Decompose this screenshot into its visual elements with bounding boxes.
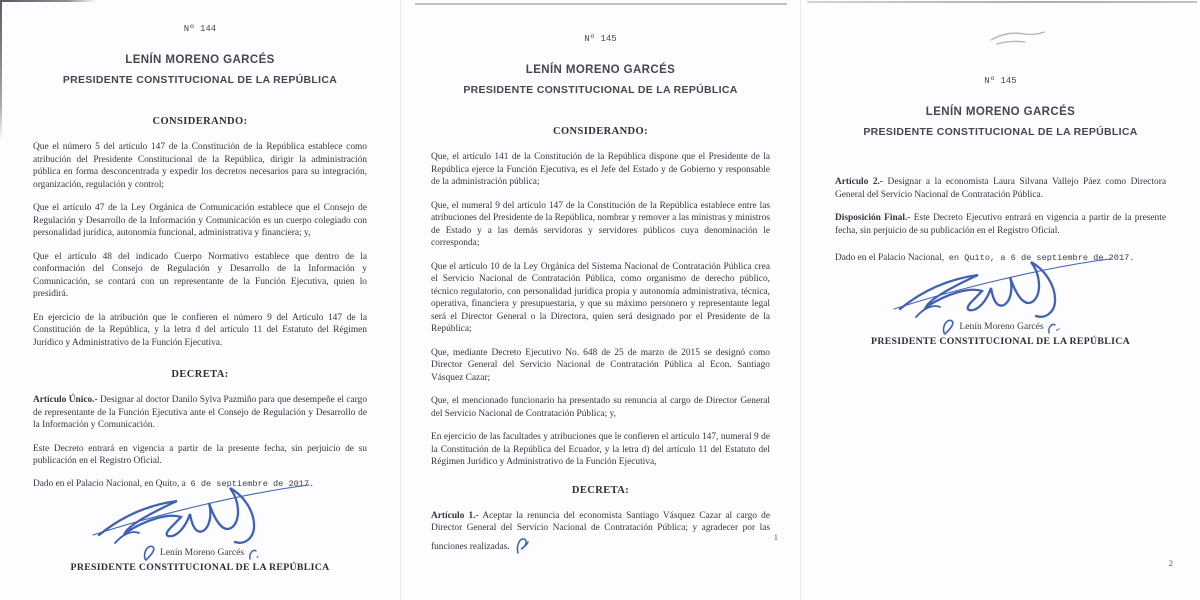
vigencia-paragraph: Este Decreto entrará en vigencia a partir de la presente fecha, sin perjuicio de su publicación en el Registro Oficial.: [33, 443, 367, 466]
signature-icon: [85, 477, 315, 551]
president-title-heading: PRESIDENTE CONSTITUCIONAL DE LA REPÚBLICA: [463, 84, 738, 96]
signature-flick-icon: [941, 317, 957, 335]
dateline-date: en Quito, a 6 de septiembre de 2017.: [948, 253, 1135, 263]
decree-page-144: [0, 0, 400, 600]
decree-number: Nº 145: [584, 34, 617, 44]
president-title-heading: PRESIDENTE CONSTITUCIONAL DE LA REPÚBLICA: [62, 74, 338, 86]
considerando-paragraph: Que, mediante Decreto Ejecutivo No. 648 de 25 de marzo de 2015 se designó como Director General del Servicio Nacional de Contratación Pública al Econ. Santiago Vásquez Cazar;: [431, 347, 770, 383]
articulo-2-lead: Artículo 2.-: [835, 177, 884, 187]
articulo-2-text: Designar a la economista Laura Silvana Vallejo Páez como Directora General del Servicio Nacional de Contratación Pública.: [835, 177, 1167, 200]
signature-flick-icon: [142, 543, 158, 561]
signer-name: Lenín Moreno Garcés: [159, 546, 245, 558]
dateline-place: Dado en el Palacio Nacional, en Quito, a: [33, 478, 186, 489]
page-number: 2: [1168, 558, 1173, 568]
considerando-paragraph: Que el artículo 48 del indicado Cuerpo Normativo establece que dentro de la conformación del Consejo de Regulación y Desarrollo de la Información y Comunicación, se contará con un representante de la Función Ejecutiva, quien lo presidirá.: [33, 251, 367, 299]
signer-name: Lenín Moreno Garcés: [959, 321, 1044, 332]
initials-mark-icon: [514, 535, 530, 555]
articulo-1-text: Aceptar la renuncia del economista Santiago Vásquez Cazar al cargo de Director General del Servicio Nacional de Contratación Pública; y agradecer por las funciones realizadas.: [431, 510, 770, 552]
signature-block: [835, 251, 1166, 347]
considerando-paragraph: Que el artículo 10 de la Ley Orgánica del Sistema Nacional de Contratación Pública crea el Servicio Nacional de Contratación Pública, como organismo de derecho público, técnico regulatorio, con personalidad jurídica propia y autonomía administrativa, técnica, operativa, financiera y presupuestaria, y que su máximo personero y representante legal será el Director General o la Directora, quien será designado por el Presidente de la República;: [431, 261, 770, 334]
page-number: 1: [773, 532, 778, 542]
disposicion-final-text: Este Decreto Ejecutivo entrará en vigencia a partir de la presente fecha, sin perjuicio de su publicación en el Registro Oficial.: [835, 213, 1166, 236]
articulo-2-paragraph: [835, 176, 1166, 201]
considerando-paragraph: Que, el mencionado funcionario ha presentado su renuncia al cargo de Director General del Servicio Nacional de Contratación Pública; y,: [431, 396, 770, 419]
considerando-paragraph: En ejercicio de la atribución que le confieren el número 9 del Artículo 147 de la Constitución de la República, y la letra d del artículo 11 del Estatuto del Régimen Jurídico y Administrativo de la Función Ejecutiva.: [33, 312, 367, 348]
decree-number: Nº 145: [984, 76, 1017, 86]
decree-page-145-2: [800, 0, 1200, 600]
considerando-paragraph: En ejercicio de las facultades y atribuciones que le confieren el artículo 147, numeral 9 de la Constitución de la República del Ecuador, y la letra d) del artículo 11 del Estatuto del Régimen Jurídico y Administrativo de la Función Ejecutiva,: [431, 432, 770, 467]
signer-name-line: [33, 543, 367, 561]
articulo-1-paragraph: [431, 510, 770, 555]
articulo-1-lead: Artículo 1.-: [431, 510, 479, 521]
considerando-paragraph: Que el artículo 47 de la Ley Orgánica de Comunicación establece que el Consejo de Regulación y Desarrollo de la Información y Comunicación es un cuerpo colegiado con personalidad jurídica, autonomía funcional, administrativa y financiera; y,: [33, 203, 367, 238]
disposicion-final-paragraph: [835, 212, 1166, 237]
signature-block: [33, 477, 367, 573]
considerando-heading: CONSIDERANDO:: [552, 126, 649, 137]
signer-name-line: [835, 317, 1166, 335]
signature-dot-icon: [247, 547, 259, 561]
signer-role: PRESIDENTE CONSTITUCIONAL DE LA REPÚBLICA: [871, 336, 1130, 347]
president-name-heading: LENÍN MORENO GARCÉS: [525, 64, 676, 76]
considerando-paragraph: Que el número 5 del artículo 147 de la Constitución de la República establece como atribución del Presidente Constitucional de la República, dirigir la administración pública en forma desconcentrada y expedir los decretos necesarios para su integración, organización, regulación y control;: [33, 142, 367, 190]
dateline-date: 6 de septiembre de 2017.: [190, 478, 315, 489]
signature-icon: [886, 251, 1116, 325]
dateline-place: Dado en el Palacio Nacional,: [835, 253, 945, 263]
signature-dot-icon: [1046, 321, 1060, 335]
signer-role: PRESIDENTE CONSTITUCIONAL DE LA REPÚBLICA: [70, 561, 330, 573]
president-name-heading: LENÍN MORENO GARCÉS: [925, 106, 1076, 118]
president-name-heading: LENÍN MORENO GARCÉS: [125, 54, 275, 66]
decreta-heading: DECRETA:: [171, 369, 229, 380]
decree-page-145-1: [400, 0, 800, 600]
decree-number: Nº 144: [183, 24, 217, 34]
president-title-heading: PRESIDENTE CONSTITUCIONAL DE LA REPÚBLICA: [863, 126, 1138, 138]
considerando-heading: CONSIDERANDO:: [152, 116, 248, 127]
disposicion-final-lead: Disposición Final.-: [835, 213, 911, 223]
articulo-unico-paragraph: [33, 394, 367, 432]
decreta-heading: DECRETA:: [571, 484, 630, 496]
articulo-unico-text: Designar al doctor Danilo Sylva Pazmiño para que desempeñe el cargo de representante de la Función Ejecutiva ante el Consejo de Regulación y Desarrollo de la Información y Comunicación.: [33, 395, 368, 430]
considerando-paragraph: Que, el artículo 141 de la Constitución de la República dispone que el Presidente de la República ejerce la Función Ejecutiva, es el Jefe del Estado y de Gobierno y responsable de la administración pública;: [431, 152, 770, 187]
articulo-unico-lead: Artículo Único.-: [33, 395, 98, 405]
considerando-paragraph: Que, el numeral 9 del artículo 147 de la Constitución de la República establece entre las atribuciones del Presidente de la República, nombrar y remover a las ministras y ministros de Estado y a las demás servidoras y servidores públicos cuya denominación le corresponda;: [431, 200, 770, 248]
